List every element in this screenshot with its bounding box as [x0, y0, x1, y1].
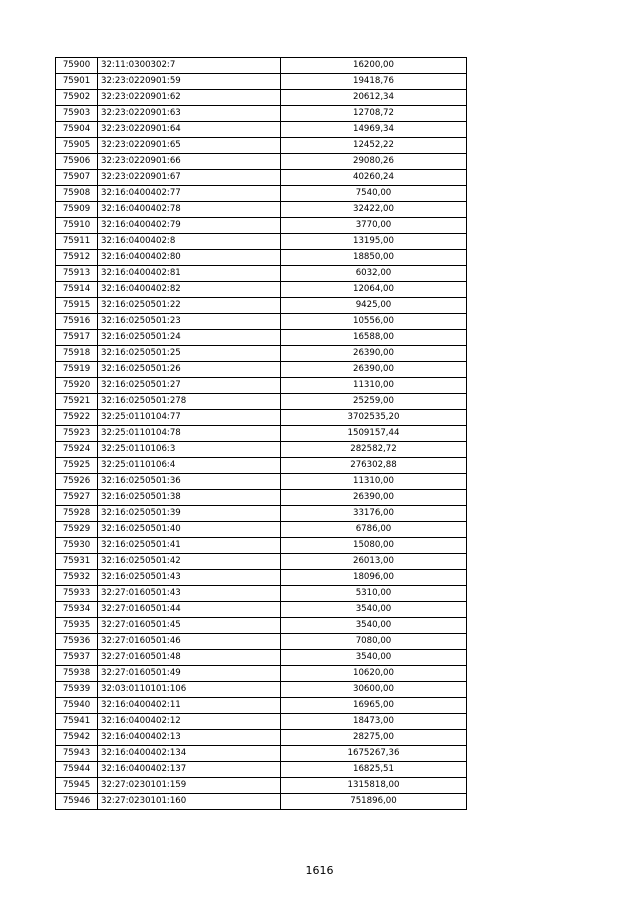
table-row: [56, 298, 467, 314]
row-number-cell: 75925: [56, 458, 98, 474]
table-row: [56, 74, 467, 90]
table-row: [56, 570, 467, 586]
table-row: [56, 282, 467, 298]
cadastral-number-cell: 32:16:0400402:8: [98, 234, 281, 250]
row-number-cell: 75943: [56, 746, 98, 762]
table-body: [56, 58, 467, 810]
cadastral-value-cell: 20612,34: [281, 90, 467, 106]
cadastral-number-cell: 32:23:0220901:67: [98, 170, 281, 186]
row-number-cell: 75915: [56, 298, 98, 314]
table-row: [56, 458, 467, 474]
cadastral-value-cell: 7080,00: [281, 634, 467, 650]
cadastral-value-cell: 18096,00: [281, 570, 467, 586]
cadastral-value-cell: 6786,00: [281, 522, 467, 538]
table-row: [56, 362, 467, 378]
row-number-cell: 75946: [56, 794, 98, 810]
cadastral-number-cell: 32:23:0220901:62: [98, 90, 281, 106]
cadastral-value-cell: 1315818,00: [281, 778, 467, 794]
row-number-cell: 75905: [56, 138, 98, 154]
row-number-cell: 75933: [56, 586, 98, 602]
cadastral-value-cell: 30600,00: [281, 682, 467, 698]
cadastral-number-cell: 32:16:0250501:40: [98, 522, 281, 538]
row-number-cell: 75935: [56, 618, 98, 634]
table-row: [56, 170, 467, 186]
table-row: [56, 266, 467, 282]
cadastral-value-cell: 14969,34: [281, 122, 467, 138]
cadastral-value-cell: 1675267,36: [281, 746, 467, 762]
cadastral-value-table: [55, 57, 467, 810]
cadastral-number-cell: 32:16:0250501:23: [98, 314, 281, 330]
cadastral-number-cell: 32:25:0110104:78: [98, 426, 281, 442]
table-row: [56, 714, 467, 730]
row-number-cell: 75924: [56, 442, 98, 458]
table-row: [56, 618, 467, 634]
row-number-cell: 75945: [56, 778, 98, 794]
table-row: [56, 474, 467, 490]
cadastral-value-cell: 5310,00: [281, 586, 467, 602]
table-row: [56, 138, 467, 154]
cadastral-number-cell: 32:03:0110101:106: [98, 682, 281, 698]
row-number-cell: 75900: [56, 58, 98, 74]
cadastral-number-cell: 32:27:0160501:45: [98, 618, 281, 634]
row-number-cell: 75914: [56, 282, 98, 298]
cadastral-number-cell: 32:16:0400402:81: [98, 266, 281, 282]
cadastral-number-cell: 32:27:0160501:49: [98, 666, 281, 682]
cadastral-number-cell: 32:25:0110106:4: [98, 458, 281, 474]
table-row: [56, 218, 467, 234]
row-number-cell: 75918: [56, 346, 98, 362]
table-row: [56, 122, 467, 138]
cadastral-value-cell: 11310,00: [281, 378, 467, 394]
table-row: [56, 202, 467, 218]
row-number-cell: 75906: [56, 154, 98, 170]
cadastral-value-cell: 12452,22: [281, 138, 467, 154]
row-number-cell: 75938: [56, 666, 98, 682]
cadastral-number-cell: 32:16:0400402:134: [98, 746, 281, 762]
cadastral-value-cell: 16588,00: [281, 330, 467, 346]
cadastral-number-cell: 32:16:0250501:22: [98, 298, 281, 314]
cadastral-value-cell: 3540,00: [281, 650, 467, 666]
row-number-cell: 75944: [56, 762, 98, 778]
cadastral-number-cell: 32:16:0400402:137: [98, 762, 281, 778]
cadastral-number-cell: 32:16:0250501:278: [98, 394, 281, 410]
table-row: [56, 666, 467, 682]
row-number-cell: 75930: [56, 538, 98, 554]
cadastral-value-cell: 29080,26: [281, 154, 467, 170]
row-number-cell: 75921: [56, 394, 98, 410]
table-row: [56, 506, 467, 522]
row-number-cell: 75907: [56, 170, 98, 186]
table-row: [56, 394, 467, 410]
cadastral-value-cell: 18850,00: [281, 250, 467, 266]
row-number-cell: 75929: [56, 522, 98, 538]
cadastral-number-cell: 32:16:0250501:39: [98, 506, 281, 522]
cadastral-value-cell: 3540,00: [281, 602, 467, 618]
cadastral-value-cell: 11310,00: [281, 474, 467, 490]
cadastral-number-cell: 32:27:0160501:44: [98, 602, 281, 618]
table-row: [56, 650, 467, 666]
cadastral-number-cell: 32:25:0110106:3: [98, 442, 281, 458]
cadastral-number-cell: 32:16:0400402:79: [98, 218, 281, 234]
cadastral-number-cell: 32:11:0300302:7: [98, 58, 281, 74]
table-row: [56, 442, 467, 458]
cadastral-value-cell: 3702535,20: [281, 410, 467, 426]
table-row: [56, 154, 467, 170]
cadastral-number-cell: 32:27:0230101:159: [98, 778, 281, 794]
cadastral-value-cell: 6032,00: [281, 266, 467, 282]
cadastral-number-cell: 32:16:0250501:41: [98, 538, 281, 554]
cadastral-number-cell: 32:27:0160501:43: [98, 586, 281, 602]
cadastral-value-cell: 40260,24: [281, 170, 467, 186]
cadastral-value-cell: 7540,00: [281, 186, 467, 202]
table-row: [56, 250, 467, 266]
cadastral-value-cell: 13195,00: [281, 234, 467, 250]
cadastral-number-cell: 32:16:0250501:27: [98, 378, 281, 394]
cadastral-number-cell: 32:25:0110104:77: [98, 410, 281, 426]
row-number-cell: 75912: [56, 250, 98, 266]
row-number-cell: 75923: [56, 426, 98, 442]
cadastral-number-cell: 32:27:0230101:160: [98, 794, 281, 810]
row-number-cell: 75916: [56, 314, 98, 330]
cadastral-number-cell: 32:27:0160501:48: [98, 650, 281, 666]
cadastral-number-cell: 32:16:0400402:11: [98, 698, 281, 714]
row-number-cell: 75902: [56, 90, 98, 106]
table-row: [56, 538, 467, 554]
cadastral-value-cell: 16825,51: [281, 762, 467, 778]
cadastral-value-cell: 12064,00: [281, 282, 467, 298]
cadastral-value-cell: 16200,00: [281, 58, 467, 74]
cadastral-value-cell: 32422,00: [281, 202, 467, 218]
table-row: [56, 330, 467, 346]
page-number: 1616: [305, 864, 334, 877]
row-number-cell: 75919: [56, 362, 98, 378]
row-number-cell: 75922: [56, 410, 98, 426]
row-number-cell: 75941: [56, 714, 98, 730]
cadastral-value-cell: 26390,00: [281, 362, 467, 378]
table-row: [56, 426, 467, 442]
row-number-cell: 75911: [56, 234, 98, 250]
row-number-cell: 75934: [56, 602, 98, 618]
cadastral-number-cell: 32:16:0400402:13: [98, 730, 281, 746]
table-row: [56, 186, 467, 202]
table-row: [56, 634, 467, 650]
table-row: [56, 778, 467, 794]
row-number-cell: 75926: [56, 474, 98, 490]
cadastral-number-cell: 32:16:0250501:43: [98, 570, 281, 586]
table-row: [56, 522, 467, 538]
cadastral-number-cell: 32:27:0160501:46: [98, 634, 281, 650]
cadastral-number-cell: 32:23:0220901:66: [98, 154, 281, 170]
cadastral-value-cell: 18473,00: [281, 714, 467, 730]
cadastral-number-cell: 32:23:0220901:63: [98, 106, 281, 122]
cadastral-value-cell: 25259,00: [281, 394, 467, 410]
cadastral-value-cell: 282582,72: [281, 442, 467, 458]
table-row: [56, 682, 467, 698]
row-number-cell: 75909: [56, 202, 98, 218]
cadastral-value-cell: 26390,00: [281, 346, 467, 362]
cadastral-number-cell: 32:16:0250501:24: [98, 330, 281, 346]
table-row: [56, 234, 467, 250]
row-number-cell: 75917: [56, 330, 98, 346]
cadastral-number-cell: 32:16:0400402:80: [98, 250, 281, 266]
cadastral-value-cell: 26390,00: [281, 490, 467, 506]
row-number-cell: 75942: [56, 730, 98, 746]
row-number-cell: 75904: [56, 122, 98, 138]
cadastral-value-cell: 3540,00: [281, 618, 467, 634]
row-number-cell: 75931: [56, 554, 98, 570]
row-number-cell: 75908: [56, 186, 98, 202]
row-number-cell: 75910: [56, 218, 98, 234]
cadastral-value-cell: 3770,00: [281, 218, 467, 234]
row-number-cell: 75928: [56, 506, 98, 522]
cadastral-value-cell: 15080,00: [281, 538, 467, 554]
table-row: [56, 58, 467, 74]
table-row: [56, 346, 467, 362]
table-row: [56, 378, 467, 394]
row-number-cell: 75927: [56, 490, 98, 506]
table-row: [56, 746, 467, 762]
row-number-cell: 75940: [56, 698, 98, 714]
cadastral-value-cell: 26013,00: [281, 554, 467, 570]
table-row: [56, 698, 467, 714]
table-row: [56, 554, 467, 570]
cadastral-number-cell: 32:23:0220901:59: [98, 74, 281, 90]
cadastral-number-cell: 32:16:0250501:36: [98, 474, 281, 490]
row-number-cell: 75939: [56, 682, 98, 698]
row-number-cell: 75913: [56, 266, 98, 282]
cadastral-number-cell: 32:16:0400402:77: [98, 186, 281, 202]
table-row: [56, 90, 467, 106]
cadastral-value-cell: 16965,00: [281, 698, 467, 714]
table-row: [56, 730, 467, 746]
cadastral-number-cell: 32:16:0250501:42: [98, 554, 281, 570]
row-number-cell: 75920: [56, 378, 98, 394]
cadastral-value-cell: 10620,00: [281, 666, 467, 682]
row-number-cell: 75901: [56, 74, 98, 90]
cadastral-number-cell: 32:16:0250501:25: [98, 346, 281, 362]
row-number-cell: 75936: [56, 634, 98, 650]
cadastral-value-cell: 10556,00: [281, 314, 467, 330]
cadastral-value-cell: 1509157,44: [281, 426, 467, 442]
table-row: [56, 314, 467, 330]
row-number-cell: 75903: [56, 106, 98, 122]
cadastral-number-cell: 32:16:0250501:38: [98, 490, 281, 506]
cadastral-number-cell: 32:16:0400402:78: [98, 202, 281, 218]
cadastral-number-cell: 32:23:0220901:64: [98, 122, 281, 138]
table-row: [56, 106, 467, 122]
table-row: [56, 794, 467, 810]
row-number-cell: 75932: [56, 570, 98, 586]
cadastral-number-cell: 32:16:0400402:12: [98, 714, 281, 730]
cadastral-value-cell: 28275,00: [281, 730, 467, 746]
cadastral-value-cell: 33176,00: [281, 506, 467, 522]
table-row: [56, 490, 467, 506]
cadastral-number-cell: 32:16:0250501:26: [98, 362, 281, 378]
table-row: [56, 586, 467, 602]
cadastral-value-cell: 19418,76: [281, 74, 467, 90]
table-row: [56, 762, 467, 778]
table-row: [56, 410, 467, 426]
cadastral-value-cell: 12708,72: [281, 106, 467, 122]
cadastral-number-cell: 32:23:0220901:65: [98, 138, 281, 154]
row-number-cell: 75937: [56, 650, 98, 666]
cadastral-value-cell: 9425,00: [281, 298, 467, 314]
cadastral-number-cell: 32:16:0400402:82: [98, 282, 281, 298]
cadastral-value-cell: 276302,88: [281, 458, 467, 474]
cadastral-value-cell: 751896,00: [281, 794, 467, 810]
table-row: [56, 602, 467, 618]
